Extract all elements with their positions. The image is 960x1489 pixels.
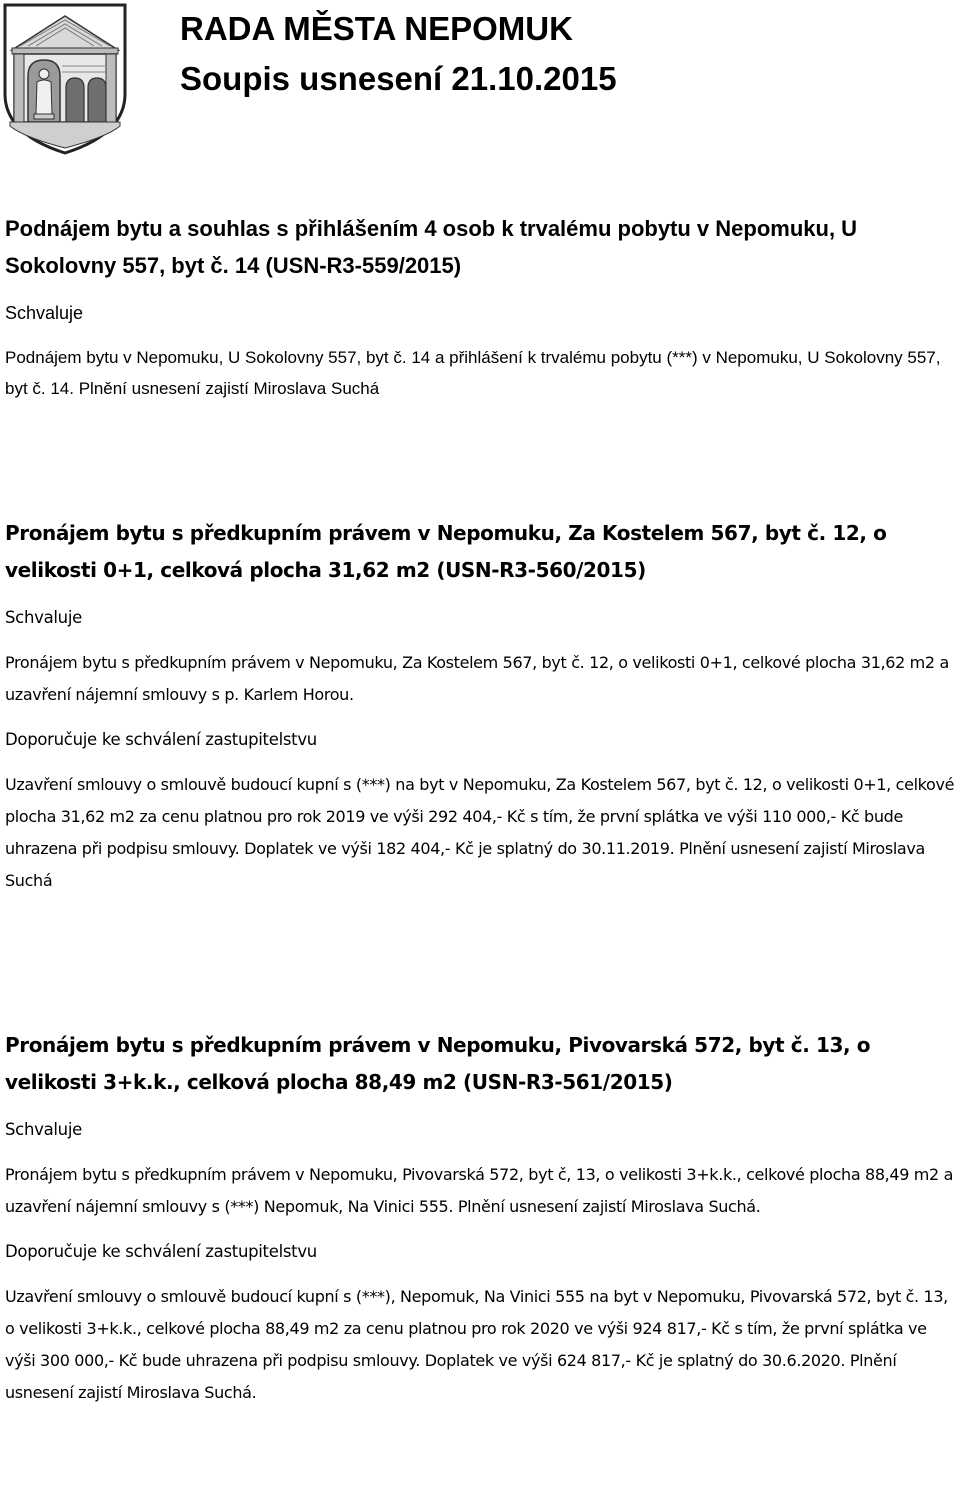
resolution-section — [5, 210, 960, 404]
resolution-section — [5, 515, 960, 897]
resolution-section — [5, 1027, 960, 1409]
recommendation-label: Doporučuje ke schválení zastupitelstvu — [5, 1242, 317, 1261]
decision-label: Schvaluje — [5, 303, 84, 323]
decision-text: Podnájem bytu v Nepomuku, U Sokolovny 557, byt č. 14 a přihlášení k trvalému pobytu (***) v Nepomuku, U Sokolovny 557, byt č. 14. Plnění usnesení zajistí Miroslava Suchá — [5, 348, 941, 398]
recommendation-text: Uzavření smlouvy o smlouvě budoucí kupní s (***), Nepomuk, Na Vinici 555 na byt v Nepomuku, Pivovarská 572, byt č. 13, o velikosti 3+k.k., celkové plocha 88,49 m2 za cenu platnou pro rok 2020 ve výši 924 817,- Kč s tím, že první splátka ve výši 300 000,- Kč bude uhrazena při podpisu smlouvy. Doplatek ve výši 624 817,- Kč je splatný do 30.6.2020. Plnění usnesení zajistí Miroslava Suchá. — [5, 1287, 948, 1402]
document-title: Soupis usnesení 21.10.2015 — [180, 60, 617, 97]
document-header — [0, 0, 960, 160]
title-block — [180, 4, 617, 104]
decision-text: Pronájem bytu s předkupním právem v Nepomuku, Pivovarská 572, byt č, 13, o velikosti 3+k.k., celkové plocha 88,49 m2 a uzavření nájemní smlouvy s (***) Nepomuk, Na Vinici 555. Plnění usnesení zajistí Miroslava Suchá. — [5, 1165, 954, 1216]
decision-text: Pronájem bytu s předkupním právem v Nepomuku, Za Kostelem 567, byt č. 12, o velikosti 0+1, celkové plocha 31,62 m2 a uzavření nájemní smlouvy s p. Karlem Horou. — [5, 653, 949, 704]
recommendation-label: Doporučuje ke schválení zastupitelstvu — [5, 730, 317, 749]
town-coat-of-arms-icon — [2, 2, 128, 156]
council-title: RADA MĚSTA NEPOMUK — [180, 10, 573, 47]
resolution-heading: Pronájem bytu s předkupním právem v Nepomuku, Pivovarská 572, byt č. 13, o velikosti 3+k.k., celková plocha 88,49 m2 (USN-R3-561/2015) — [5, 1033, 871, 1094]
resolution-heading: Podnájem bytu a souhlas s přihlášením 4 osob k trvalému pobytu v Nepomuku, U Sokolovny 557, byt č. 14 (USN-R3-559/2015) — [5, 216, 858, 278]
decision-label: Schvaluje — [5, 608, 82, 627]
decision-label: Schvaluje — [5, 1120, 82, 1139]
recommendation-text: Uzavření smlouvy o smlouvě budoucí kupní s (***) na byt v Nepomuku, Za Kostelem 567, byt č. 12, o velikosti 0+1, celkové plocha 31,62 m2 za cenu platnou pro rok 2019 ve výši 292 404,- Kč s tím, že první splátka ve výši 110 000,- Kč bude uhrazena při podpisu smlouvy. Doplatek ve výši 182 404,- Kč je splatný do 30.11.2019. Plnění usnesení zajistí Miroslava Suchá — [5, 775, 955, 890]
resolution-heading: Pronájem bytu s předkupním právem v Nepomuku, Za Kostelem 567, byt č. 12, o velikosti 0+1, celková plocha 31,62 m2 (USN-R3-560/2015) — [5, 521, 887, 582]
